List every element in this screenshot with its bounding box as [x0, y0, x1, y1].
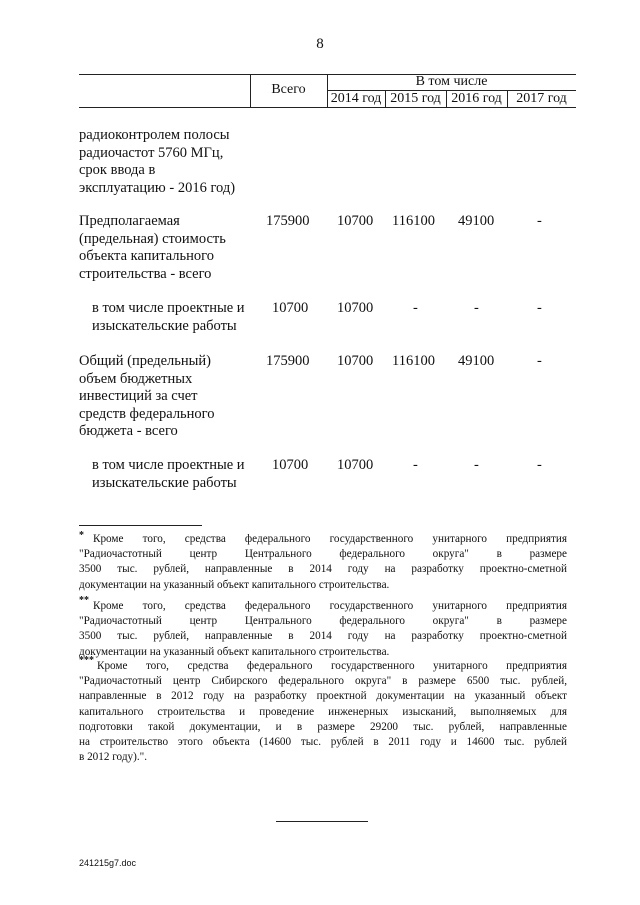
row-label — [92, 457, 267, 492]
cell-2014: 10700 — [337, 213, 374, 229]
row-label-line: объем бюджетных — [79, 370, 193, 387]
footnote-line: 3500 тыс. рублей, направленные в 2014 году на разработку проектно-сметной — [79, 630, 567, 643]
continuation-line: эксплуатацию - 2016 год) — [79, 179, 236, 196]
row-label — [79, 213, 259, 283]
cell-total: 175900 — [266, 353, 310, 369]
row-label-line: средств федерального — [79, 405, 215, 422]
footnote-line: капитального строительства и проведение инженерных изысканий, выполняемых для — [79, 705, 567, 718]
cell-2015: - — [413, 457, 418, 473]
header-year-2014: 2014 год — [330, 91, 382, 106]
row-label — [79, 353, 259, 441]
continuation-line: радиоконтролем полосы — [79, 127, 230, 143]
footnote-line: Кроме того, средства федерального государственного унитарного предприятия — [93, 533, 567, 545]
header-year-2015: 2015 год — [390, 91, 441, 106]
row-label-line: в том числе проектные и — [92, 457, 245, 473]
cell-2016: 49100 — [458, 353, 495, 369]
continuation-text — [79, 127, 259, 197]
cell-2015: 116100 — [392, 213, 435, 229]
continuation-line: радиочастот 5760 МГц, — [79, 144, 224, 161]
cell-2014: 10700 — [337, 353, 374, 369]
header-year-2016: 2016 год — [451, 91, 502, 106]
cell-total: 10700 — [272, 300, 309, 316]
footnote-mark: ** — [79, 595, 89, 606]
continuation-line: срок ввода в — [79, 162, 156, 178]
footer-file-code: 241215g7.doc — [79, 858, 137, 868]
footnote-line: 3500 тыс. рублей, направленные в 2014 году на разработку проектно-сметной — [79, 563, 567, 576]
footnote-line: подготовки такой документации, и в размере 29200 тыс. рублей, направленные — [79, 720, 567, 733]
row-label-line: Предполагаемая — [79, 213, 180, 229]
footnote-line: в 2012 году).". — [79, 751, 148, 764]
footnote — [79, 532, 567, 593]
page-number: 8 — [316, 36, 324, 52]
cell-2017: - — [537, 353, 542, 369]
cell-2016: - — [474, 300, 479, 316]
cell-2017: - — [537, 300, 542, 316]
footnote-mark: *** — [79, 655, 94, 666]
cell-2015: 116100 — [392, 353, 435, 369]
row-label-line: (предельная) стоимость — [79, 230, 226, 247]
cell-2017: - — [537, 213, 542, 229]
footnote-line: "Радиочастотный центр Центрального федерального округа" в размере — [79, 548, 567, 561]
cell-2016: - — [474, 457, 479, 473]
header-total: Всего — [271, 82, 306, 97]
footnote-line: Кроме того, средства федерального государственного унитарного предприятия — [97, 660, 567, 672]
row-label-line: инвестиций за счет — [79, 388, 198, 404]
footnote-separator — [79, 525, 202, 526]
cell-total: 10700 — [272, 457, 309, 473]
row-label-line: Общий (предельный) — [79, 353, 211, 369]
footnote-line: документации на указанный объект капитального строительства. — [79, 578, 390, 591]
row-label-line: изыскательские работы — [92, 474, 237, 491]
footnote-line: на строительство этого объекта (14600 тыс. рублей в 2011 году и 14600 тыс. рублей — [79, 736, 567, 749]
footnote-line: Кроме того, средства федерального государственного унитарного предприятия — [93, 600, 567, 612]
row-label-line: объекта капитального — [79, 248, 214, 264]
cell-2017: - — [537, 457, 542, 473]
row-label — [92, 300, 267, 335]
footnote — [79, 595, 567, 660]
end-rule — [276, 821, 368, 822]
row-label-line: изыскательские работы — [92, 317, 237, 334]
row-label-line: бюджета - всего — [79, 423, 178, 439]
cell-2014: 10700 — [337, 457, 374, 473]
row-label-line: строительства - всего — [79, 265, 212, 282]
cell-2015: - — [413, 300, 418, 316]
footnote-line: документации на указанный объект капитального строительства. — [79, 645, 390, 658]
header-including: В том числе — [415, 74, 488, 89]
footnote-line: "Радиочастотный центр Сибирского федерального округа" в размере 6500 тыс. рублей, — [79, 675, 567, 688]
footnote-line: направленные в 2012 году на разработку проектной документации на указанный объект — [79, 690, 567, 703]
row-label-line: в том числе проектные и — [92, 300, 245, 316]
cell-2014: 10700 — [337, 300, 374, 316]
header-year-2017: 2017 год — [516, 91, 567, 106]
footnote — [79, 655, 567, 765]
cell-total: 175900 — [266, 213, 310, 229]
footnote-mark: * — [79, 530, 84, 541]
footnote-line: "Радиочастотный центр Центрального федерального округа" в размере — [79, 615, 567, 628]
cell-2016: 49100 — [458, 213, 495, 229]
